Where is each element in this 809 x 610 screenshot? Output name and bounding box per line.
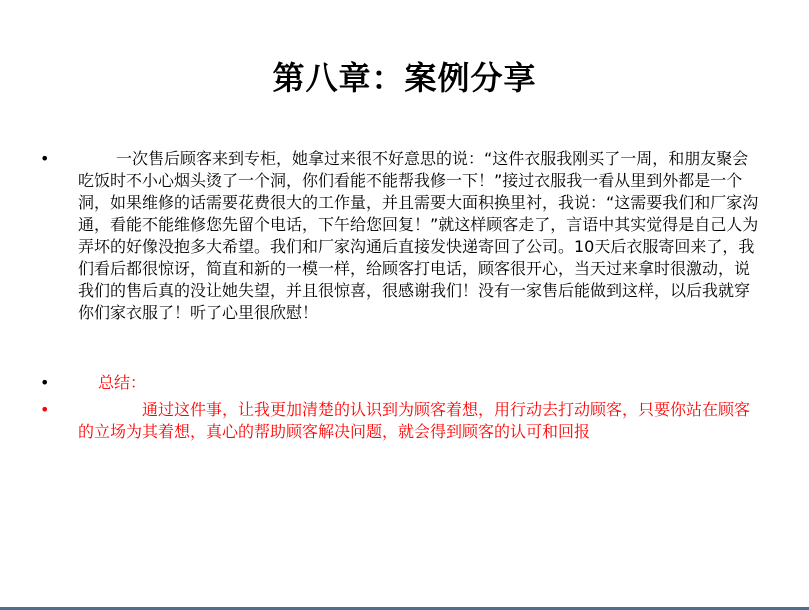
conclusion-paragraph: 通过这件事，让我更加清楚的认识到为顾客着想，用行动去打动顾客，只要你站在顾客的立场为其着想，真心的帮助顾客解决问题，就会得到顾客的认可和回报 (78, 400, 751, 441)
slide-title: 第八章：案例分享 (272, 59, 537, 97)
conclusion-bullet-row (40, 399, 760, 443)
conclusion-text-block (78, 399, 760, 443)
story-bullet-row (40, 148, 760, 324)
summary-label: 总结： (98, 373, 147, 392)
bullet-icon: • (40, 400, 50, 419)
bullet-icon: • (40, 149, 50, 168)
story-paragraph: 一次售后顾客来到专柜，她拿过来很不好意思的说：“这件衣服我刚买了一周，和朋友聚会吃饭时不小心烟头烫了一个洞，你们看能不能帮我修一下！”接过衣服我一看从里到外都是一个洞，如果维修的话需要花费很大的工作量，并且需要大面积换里衬，我说：“这需要我们和厂家沟通，看能不能维修您先留个电话，下午给您回复！”就这样顾客走了，言语中其实觉得是自己人为弄坏的好像没抱多大希望。我们和厂家沟通后直接发快递寄回了公司。10天后衣服寄回来了，我们看后都很惊讶，简直和新的一模一样，给顾客打电话，顾客很开心，当天过来拿时很激动，说我们的售后真的没让她失望，并且很惊喜，很感谢我们！没有一家售后能做到这样，以后我就穿你们家衣服了！听了心里很欣慰！ (78, 149, 759, 322)
story-text-block (78, 148, 760, 324)
summary-bullet-row (40, 372, 760, 394)
bullet-icon: • (40, 373, 50, 392)
